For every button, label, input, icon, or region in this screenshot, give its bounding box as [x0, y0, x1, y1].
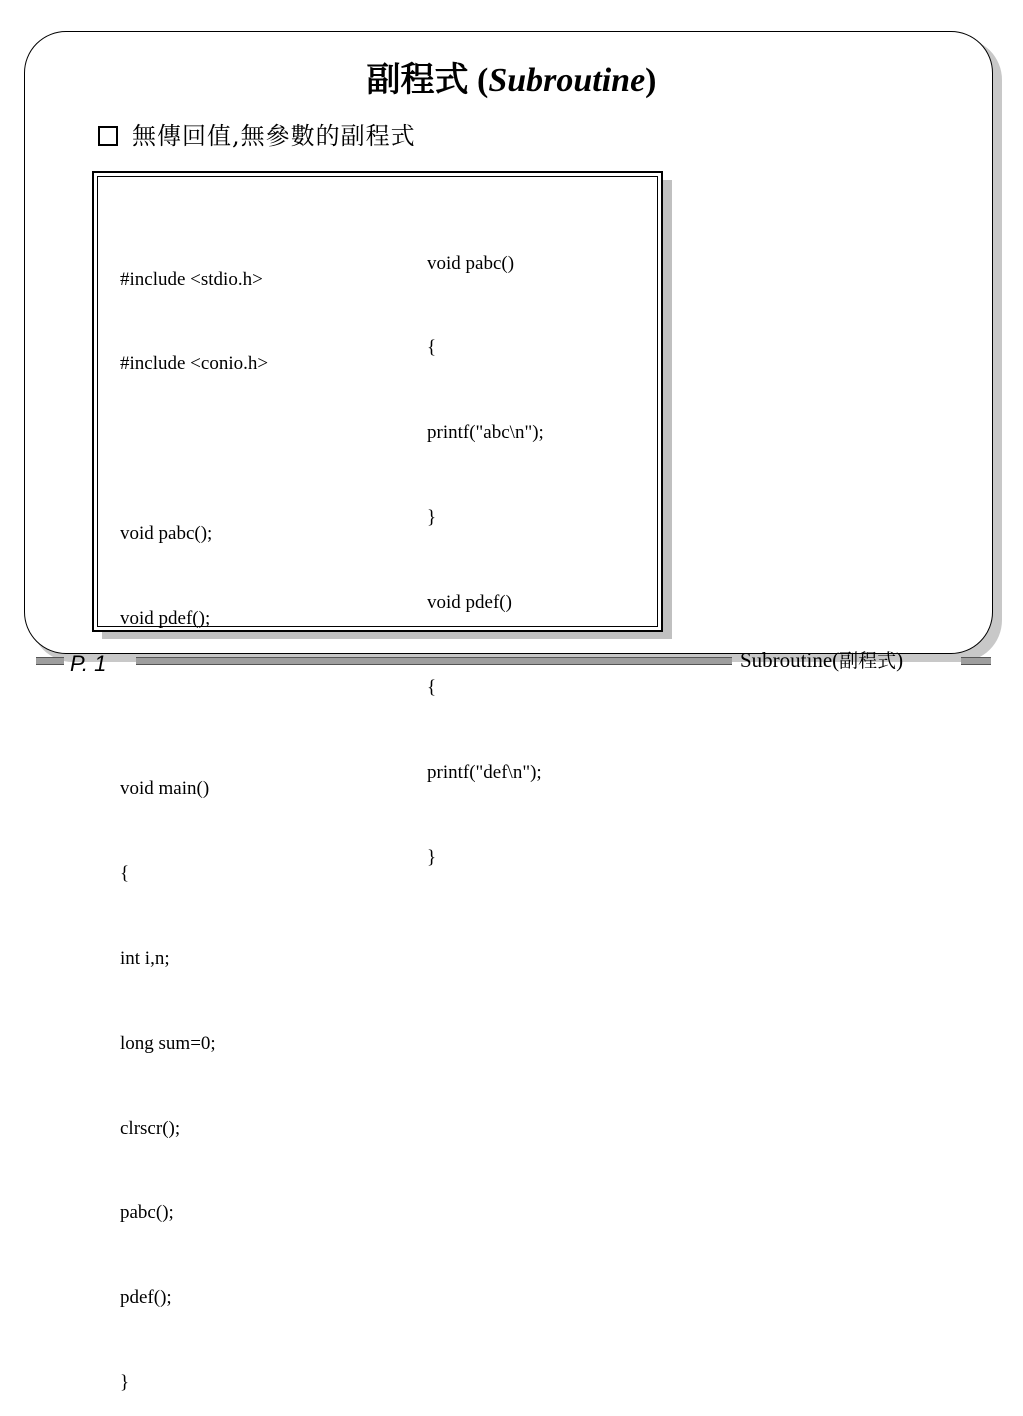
code-line: {: [120, 862, 130, 884]
code-line: {: [427, 677, 437, 699]
footer-title-chinese: 副程式: [839, 650, 897, 672]
slide-title: [0, 56, 1023, 105]
code-line: printf("abc\n");: [427, 422, 544, 444]
code-line: [120, 435, 268, 463]
code-line: #include <conio.h>: [120, 353, 269, 375]
square-bullet-icon: [98, 126, 118, 146]
page-number: P. 1: [70, 651, 107, 676]
footer-title-latin: Subroutine(: [740, 648, 840, 672]
code-line: #include <stdio.h>: [120, 268, 263, 290]
code-line: int i,n;: [120, 947, 170, 969]
code-line: printf("def\n");: [427, 761, 542, 783]
footer-rule-left: [36, 657, 64, 665]
code-line: void pdef();: [120, 608, 211, 630]
code-line: }: [120, 1372, 130, 1394]
code-line: void pabc(): [427, 252, 515, 274]
footer-rule-middle: [136, 657, 732, 665]
footer-title: [740, 646, 903, 675]
code-line: void pdef(): [427, 592, 512, 614]
title-chinese: 副程式: [366, 60, 469, 100]
code-line: void main(): [120, 777, 210, 799]
bullet-item: [98, 118, 416, 154]
code-main-listing: [120, 209, 268, 1416]
footer-title-close: ): [896, 648, 904, 672]
code-line: pdef();: [120, 1287, 172, 1309]
footer-rule-right: [961, 657, 991, 665]
code-subroutine-listing: [427, 193, 544, 900]
bullet-text: 無傳回值,無參數的副程式: [132, 122, 416, 150]
code-line: }: [427, 507, 437, 529]
title-english: (Subroutine): [476, 62, 657, 99]
code-line: {: [427, 337, 437, 359]
code-line: long sum=0;: [120, 1032, 216, 1054]
code-line: clrscr();: [120, 1117, 181, 1139]
code-line: [120, 690, 268, 718]
code-line: }: [427, 846, 437, 868]
code-line: void pabc();: [120, 523, 213, 545]
code-line: pabc();: [120, 1202, 174, 1224]
